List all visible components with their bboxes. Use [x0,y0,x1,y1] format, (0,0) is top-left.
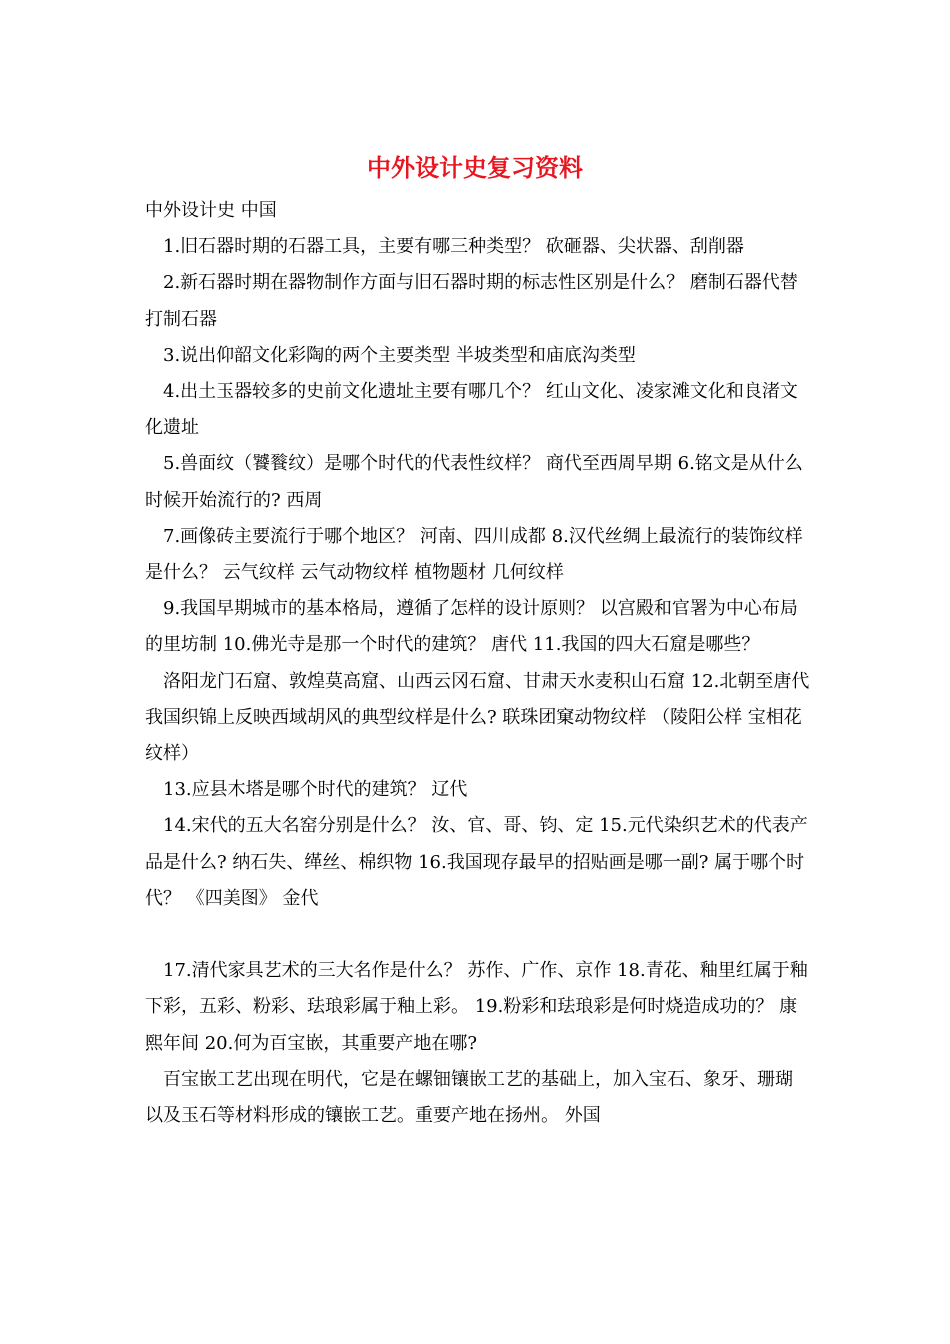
paragraph: 9.我国早期城市的基本格局，遵循了怎样的设计原则？ 以宫殿和官署为中心布局的里坊制 10.佛光寺是那一个时代的建筑？ 唐代 11.我国的四大石窟是哪些？ [145,598,798,656]
paragraph: 3.说出仰韶文化彩陶的两个主要类型 半坡类型和庙底沟类型 [163,344,636,366]
paragraph: 洛阳龙门石窟、敦煌莫高窟、山西云冈石窟、甘肃天水麦积山石窟 12.北朝至唐代我国织锦上反映西域胡风的典型纹样是什么? 联珠团窠动物纹样 （陵阳公样 宝相花纹样） [145,670,810,765]
paragraph: 17.清代家具艺术的三大名作是什么？ 苏作、广作、京作 18.青花、釉里红属于釉下彩，五彩、粉彩、珐琅彩属于釉上彩。 19.粉彩和珐琅彩是何时烧造成功的？ 康熙年间 20.何为百宝嵌，其重要产地在哪? [145,960,808,1054]
section-heading: 中外设计史 中国 [145,200,277,221]
blank-line [145,917,810,953]
paragraph: 14.宋代的五大名窑分别是什么？ 汝、官、哥、钧、定 15.元代染织艺术的代表产品是什么? 纳石失、缂丝、棉织物 16.我国现存最早的招贴画是哪一副? 属于哪个时代？ 《四美图》 金代 [145,815,808,909]
document-title: 中外设计史复习资料 [367,153,583,182]
paragraph: 4.出土玉器较多的史前文化遗址主要有哪几个？ 红山文化、凌家滩文化和良渚文化遗址 [145,381,798,439]
paragraph: 5.兽面纹（饕餮纹）是哪个时代的代表性纹样？ 商代至西周早期 6.铭文是从什么时候开始流行的? 西周 [145,453,803,511]
paragraph: 7.画像砖主要流行于哪个地区？ 河南、四川成都 8.汉代丝绸上最流行的装饰纹样是什么？ 云气纹样 云气动物纹样 植物题材 几何纹样 [145,525,803,584]
paragraph: 百宝嵌工艺出现在明代，它是在螺钿镶嵌工艺的基础上，加入宝石、象牙、珊瑚以及玉石等材料形成的镶嵌工艺。重要产地在扬州。 外国 [145,1068,793,1127]
document-body [145,193,810,1134]
paragraph: 2.新石器时期在器物制作方面与旧石器时期的标志性区别是什么？ 磨制石器代替打制石器 [145,272,798,330]
paragraph: 1.旧石器时期的石器工具，主要有哪三种类型？ 砍砸器、尖状器、刮削器 [163,236,744,258]
paragraph: 13.应县木塔是哪个时代的建筑？ 辽代 [163,779,468,801]
